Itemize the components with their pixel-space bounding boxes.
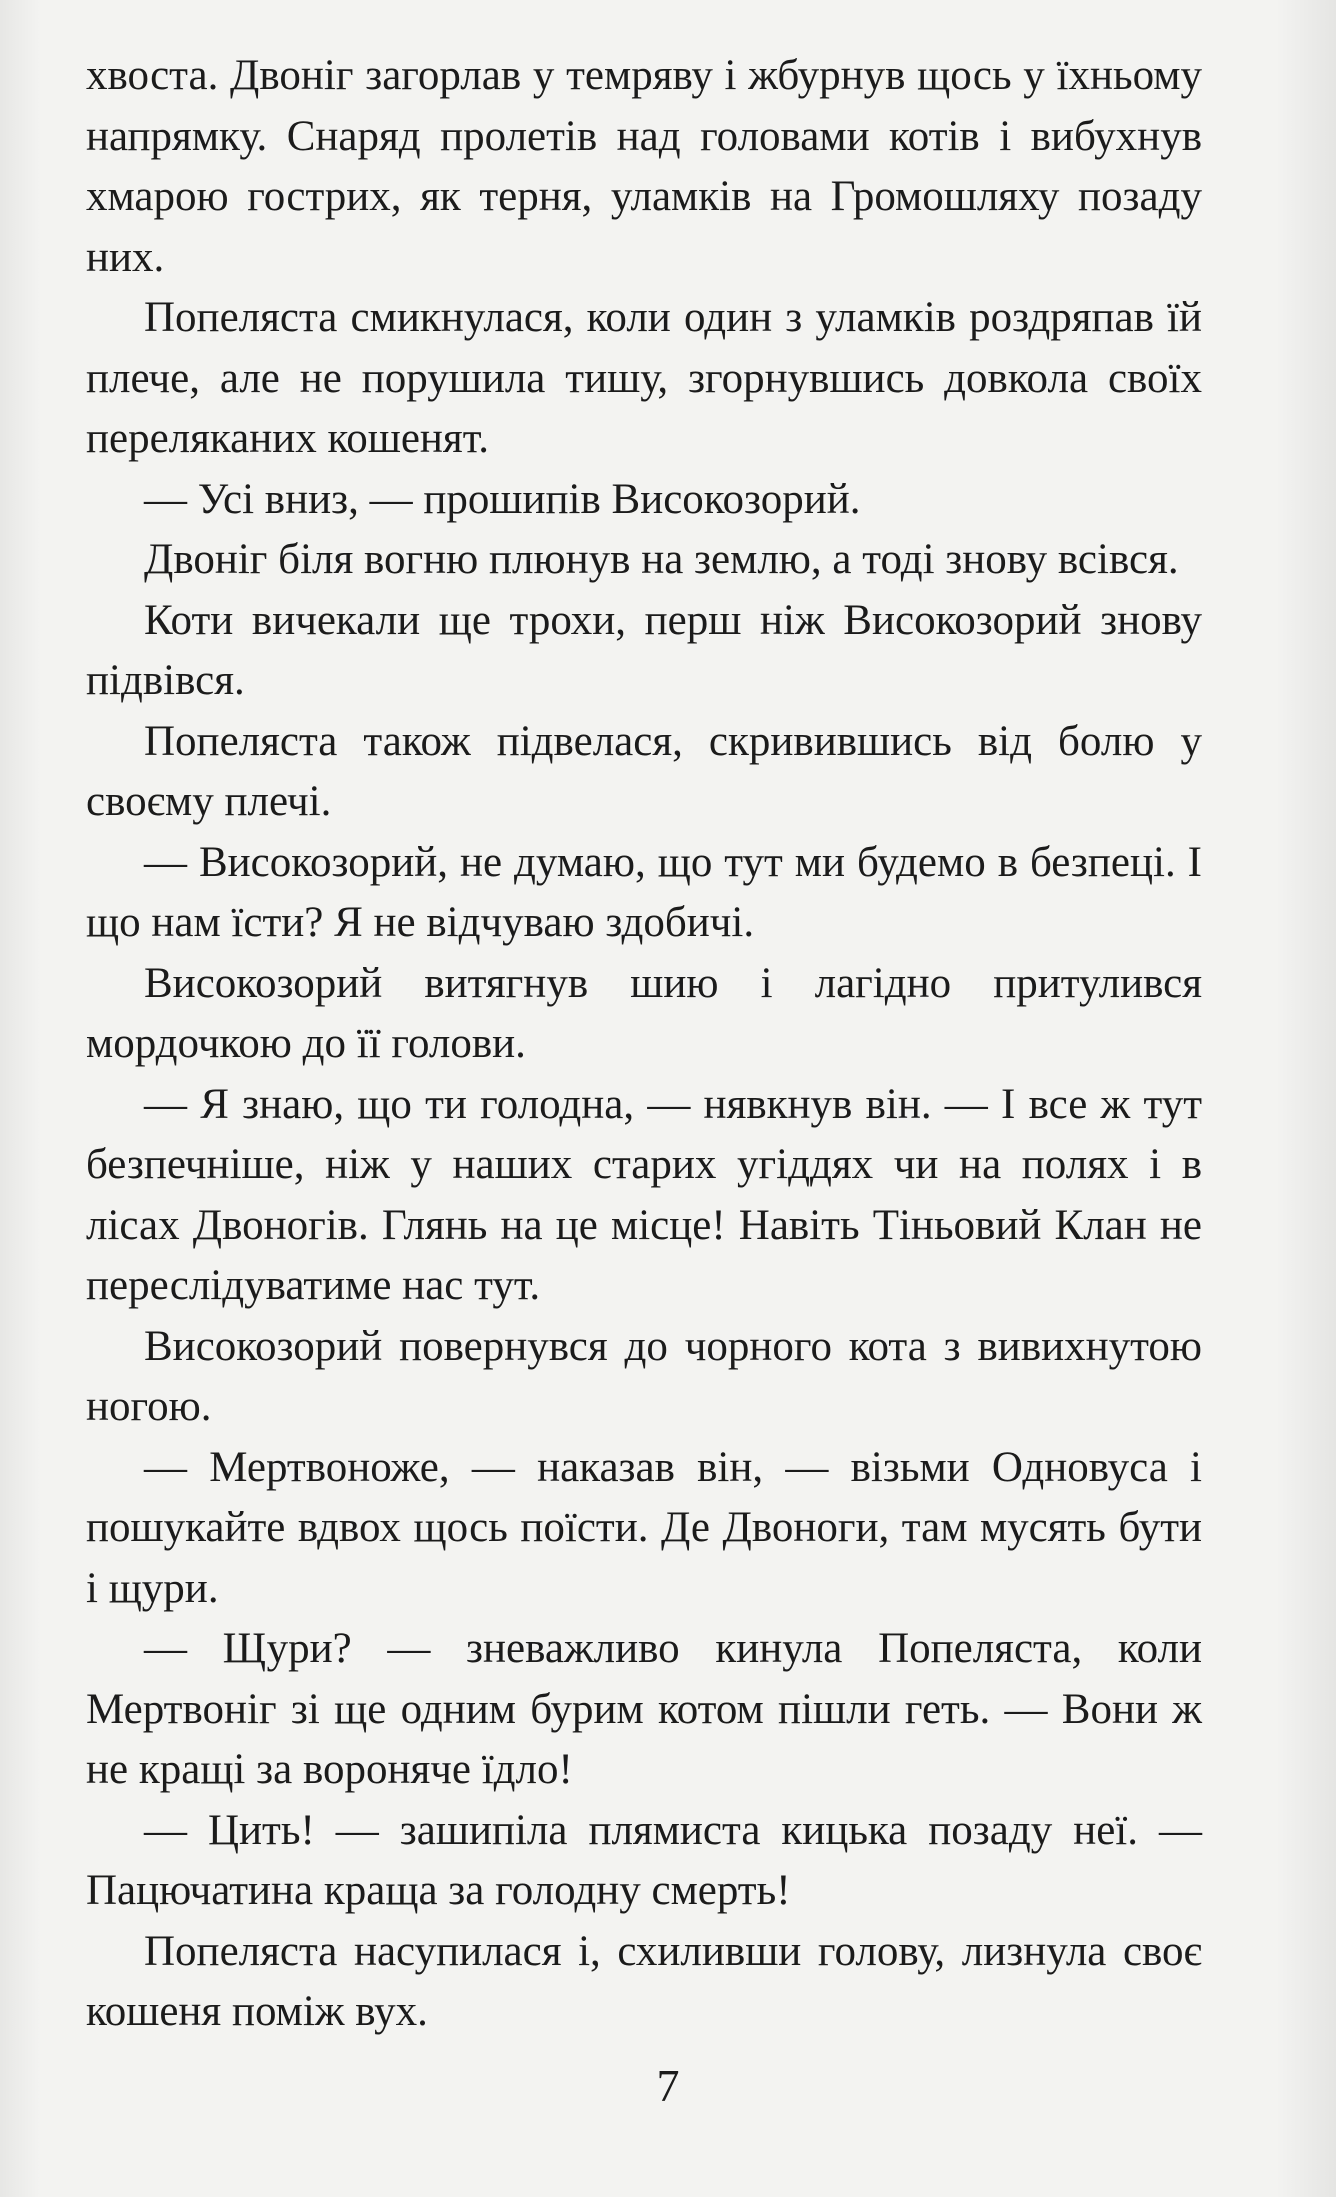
paragraph: Високозорий повернувся до чорного кота з вивихнутою ногою. bbox=[86, 1322, 1202, 1430]
paragraph: — Щури? — зневажливо кинула Попеляста, коли Мертвоніг зі ще одним бурим котом пішли геть. — Вони ж не кращі за вороняче їдло! bbox=[86, 1625, 1202, 1793]
paragraph: Високозорий витягнув шию і лагідно притулився мордочкою до її голови. bbox=[86, 959, 1202, 1067]
paragraph: — Мертвоноже, — наказав він, — візьми Одновуса і пошукайте вдвох щось поїсти. Де Двоноги, там мусять бути і щури. bbox=[86, 1443, 1202, 1612]
page-number: 7 bbox=[656, 2060, 680, 2111]
paragraph: хвоста. Двоніг загорлав у темряву і жбурнув щось у їхньому напрямку. Снаряд пролетів над головами котів і вибухнув хмарою гострих, як терня, уламків на Громошляху позаду них. bbox=[86, 52, 1202, 281]
page-body-text bbox=[86, 46, 1202, 2043]
paragraph: Попеляста насупилася і, схиливши голову, лизнула своє кошеня поміж вух. bbox=[86, 1927, 1202, 2035]
paragraph: — Я знаю, що ти голодна, — нявкнув він. — І все ж тут безпечніше, ніж у наших старих угіддях чи на полях і в лісах Двоногів. Глянь на це місце! Навіть Тіньовий Клан не переслідуватиме нас тут. bbox=[86, 1080, 1202, 1309]
paragraph: Попеляста також підвелася, скривившись від болю у своєму плечі. bbox=[86, 717, 1202, 825]
paragraph: Попеляста смикнулася, коли один з уламків роздряпав їй плече, але не порушила тишу, згорнувшись довкола своїх переляканих кошенят. bbox=[86, 294, 1202, 462]
paragraph: Двоніг біля вогню плюнув на землю, а тоді знову всівся. bbox=[144, 536, 1179, 583]
paragraph: — Цить! — зашипіла плямиста кицька позаду неї. — Пацючатина краща за голодну смерть! bbox=[86, 1806, 1202, 1914]
paragraph: — Усі вниз, — прошипів Високозорий. bbox=[144, 475, 861, 523]
paragraph: Коти вичекали ще трохи, перш ніж Високозорий знову підвівся. bbox=[86, 596, 1202, 704]
paragraph: — Високозорий, не думаю, що тут ми будемо в безпеці. І що нам їсти? Я не відчуваю здобичі. bbox=[86, 838, 1202, 946]
